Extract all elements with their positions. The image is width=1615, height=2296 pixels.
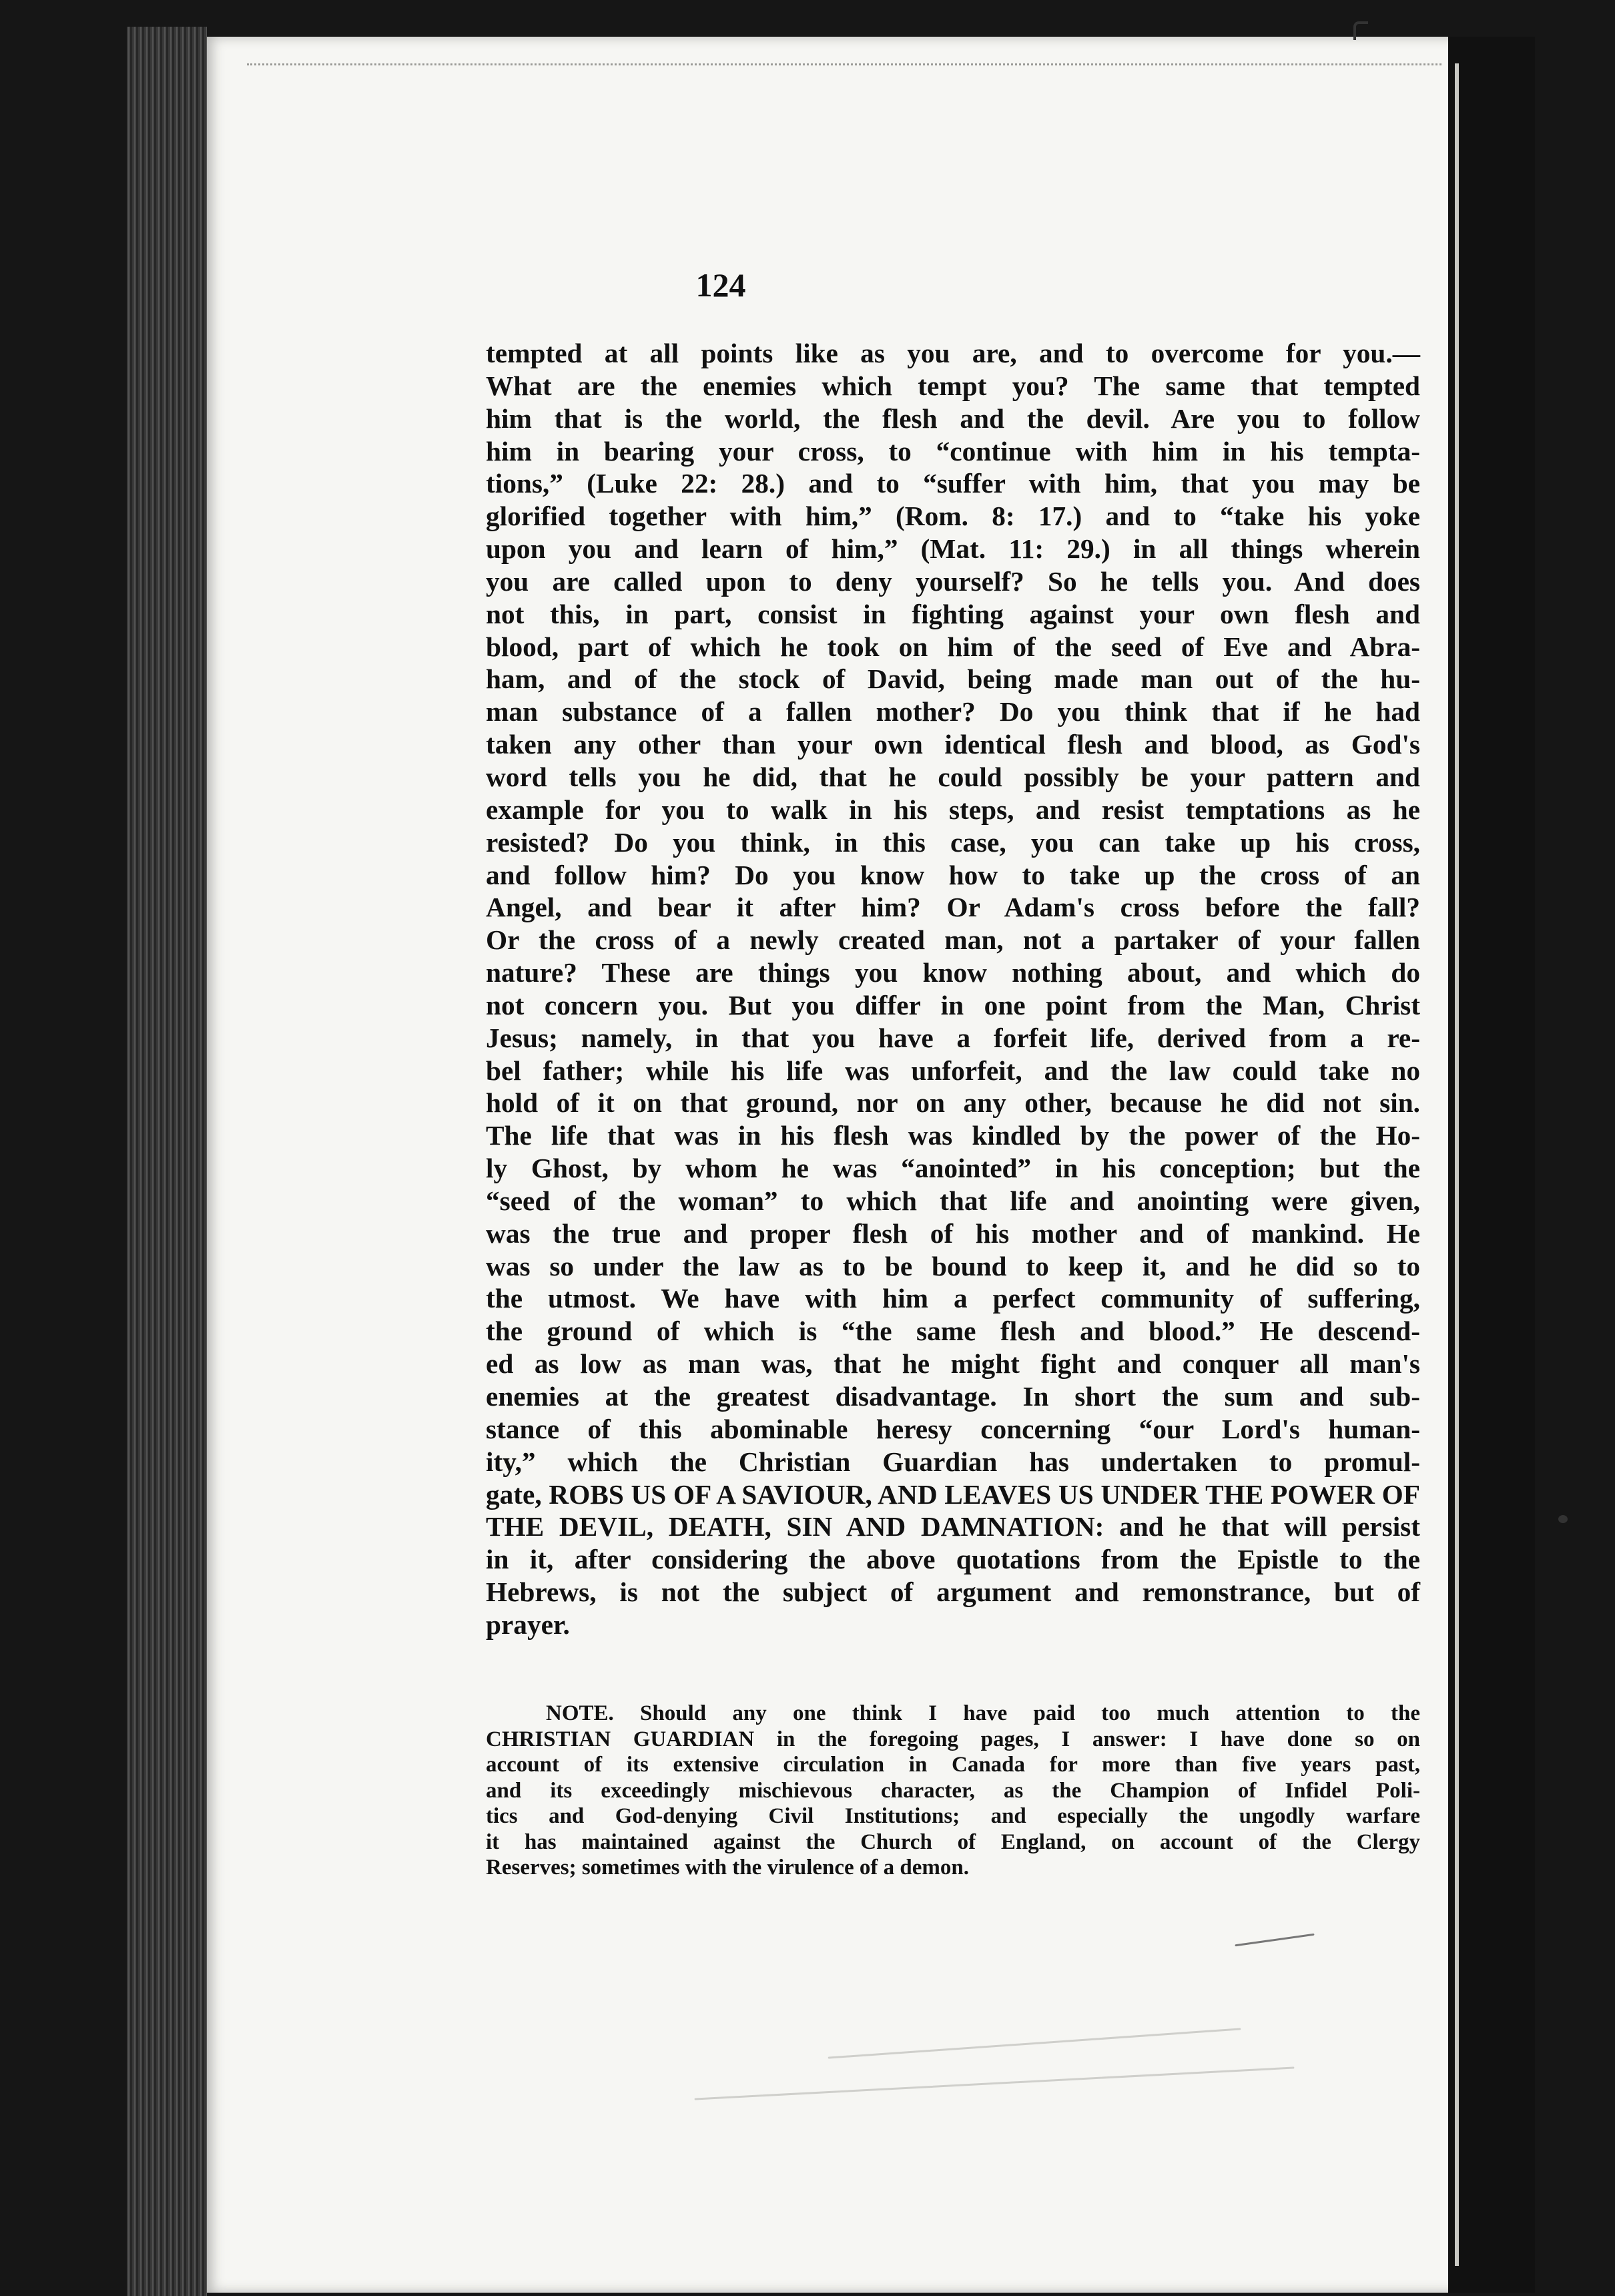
facing-page-shadow (1448, 37, 1535, 2293)
body-line: was so under the law as to be bound to keep it, and he did so to (486, 1250, 1420, 1281)
body-line: bel father; while his life was unforfeit, and the law could take no (486, 1055, 1420, 1086)
body-line: Hebrews, is not the subject of argument and remonstrance, but of (486, 1576, 1420, 1608)
book-spine-edge (127, 27, 207, 2296)
body-line: taken any other than your own identical flesh and blood, as God's (486, 729, 1420, 760)
body-line: him in bearing your cross, to “continue with him in his tempta- (486, 435, 1420, 467)
body-line: Or the cross of a newly created man, not a partaker of your fallen (486, 924, 1420, 956)
body-line: you are called upon to deny yourself? So he tells you. And does (486, 565, 1420, 597)
body-line: hold of it on that ground, nor on any other, because he did not sin. (486, 1087, 1420, 1119)
body-line: ham, and of the stock of David, being made man out of the hu- (486, 663, 1420, 695)
body-line: word tells you he did, that he could possibly be your pattern and (486, 761, 1420, 792)
footnote-line: and its exceedingly mischievous character, as the Champion of Infidel Poli- (486, 1778, 1420, 1803)
body-line: was the true and proper flesh of his mother and of mankind. He (486, 1217, 1420, 1249)
footnote-line: Reserves; sometimes with the virulence of a demon. (486, 1855, 970, 1880)
body-line: tions,” (Luke 22: 28.) and to “suffer with him, that you may be (486, 468, 1420, 499)
body-line: ly Ghost, by whom he was “anointed” in his conception; but the (486, 1153, 1420, 1184)
body-line: man substance of a fallen mother? Do you think that if he had (486, 696, 1420, 728)
footnote-line: it has maintained against the Church of England, on account of the Clergy (486, 1829, 1420, 1854)
body-line: not this, in part, consist in fighting against your own flesh and (486, 598, 1420, 629)
footnote-line: NOTE. Should any one think I have paid too much attention to the (546, 1701, 1420, 1725)
body-line: THE DEVIL, DEATH, SIN AND DAMNATION: and he that will persist (486, 1511, 1420, 1542)
body-line: gate, ROBS US OF A SAVIOUR, AND LEAVES US UNDER THE POWER OF (486, 1478, 1420, 1510)
body-line: nature? These are things you know nothing about, and which do (486, 957, 1420, 988)
body-line: stance of this abominable heresy concerning “our Lord's human- (486, 1413, 1420, 1444)
body-line: Jesus; namely, in that you have a forfeit life, derived from a re- (486, 1022, 1420, 1053)
body-line: in it, after considering the above quotations from the Epistle to the (486, 1544, 1420, 1575)
body-line: resisted? Do you think, in this case, you can take up his cross, (486, 826, 1420, 858)
body-line: What are the enemies which tempt you? The same that tempted (486, 370, 1420, 401)
body-line: upon you and learn of him,” (Mat. 11: 29.) in all things wherein (486, 533, 1420, 565)
body-line: prayer. (486, 1609, 570, 1640)
footnote-line: CHRISTIAN GUARDIAN in the foregoing pages, I answer: I have done so on (486, 1727, 1420, 1751)
body-line: ity,” which the Christian Guardian has undertaken to promul- (486, 1446, 1420, 1477)
footnote-line: tics and God-denying Civil Institutions; and especially the ungodly warfare (486, 1804, 1420, 1828)
body-text (486, 337, 1420, 1641)
body-line: him that is the world, the flesh and the devil. Are you to follow (486, 402, 1420, 434)
body-line: example for you to walk in his steps, and resist temptations as he (486, 794, 1420, 825)
body-line: The life that was in his flesh was kindled by the power of the Ho- (486, 1120, 1420, 1151)
margin-ink-dot (1558, 1515, 1568, 1523)
body-line: “seed of the woman” to which that life and anointing were given, (486, 1185, 1420, 1216)
page-number: 124 (695, 266, 746, 304)
footnote-line: account of its extensive circulation in Canada for more than five years past, (486, 1753, 1420, 1777)
body-line: enemies at the greatest disadvantage. In short the sum and sub- (486, 1381, 1420, 1412)
body-line: ed as low as man was, that he might fight and conquer all man's (486, 1348, 1420, 1380)
corner-mark (1353, 21, 1368, 40)
top-margin-rule (247, 63, 1441, 71)
footnote (486, 1701, 1420, 1881)
body-line: the ground of which is “the same flesh and blood.” He descend- (486, 1316, 1420, 1347)
facing-page-edge (1455, 63, 1459, 2266)
body-line: glorified together with him,” (Rom. 8: 17.) and to “take his yoke (486, 501, 1420, 532)
body-line: Angel, and bear it after him? Or Adam's cross before the fall? (486, 892, 1420, 923)
body-line: blood, part of which he took on him of the seed of Eve and Abra- (486, 631, 1420, 662)
body-line: not concern you. But you differ in one point from the Man, Christ (486, 989, 1420, 1021)
body-line: the utmost. We have with him a perfect community of suffering, (486, 1283, 1420, 1314)
body-line: tempted at all points like as you are, and to overcome for you.— (486, 338, 1420, 368)
body-line: and follow him? Do you know how to take up the cross of an (486, 859, 1420, 890)
